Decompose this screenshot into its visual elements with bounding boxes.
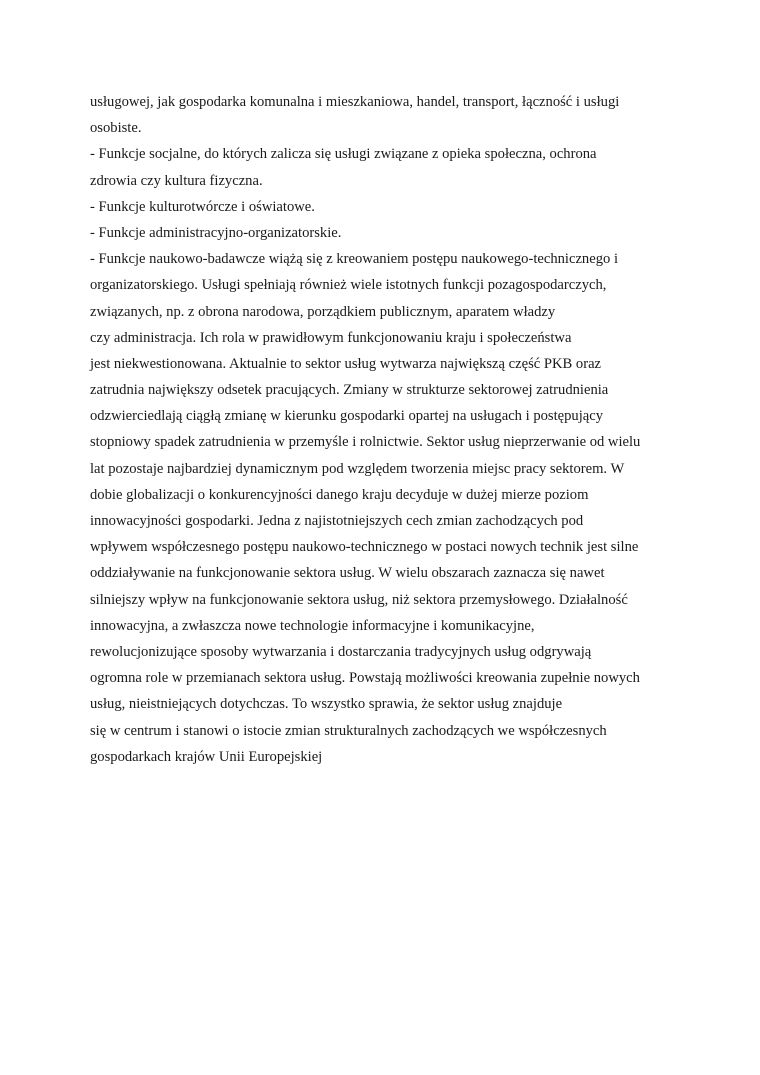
list-item: - Funkcje kulturotwórcze i oświatowe. — [90, 198, 315, 215]
text-line: rewolucjonizujące sposoby wytwarzania i dostarczania tradycyjnych usług odgrywają — [90, 643, 592, 660]
text-line: czy administracja. Ich rola w prawidłowym funkcjonowaniu kraju i społeczeństwa — [90, 329, 572, 346]
list-item: - Funkcje naukowo-badawcze wiążą się z kreowaniem postępu naukowego-technicznego i — [90, 251, 619, 268]
text-line: jest niekwestionowana. Aktualnie to sektor usług wytwarza największą część PKB oraz — [90, 355, 602, 372]
text-line: lat pozostaje najbardziej dynamicznym pod względem tworzenia miejsc pracy sektorem. W — [90, 460, 625, 477]
text-line: ogromna role w przemianach sektora usług. Powstają możliwości kreowania zupełnie nowych — [90, 670, 640, 687]
text-line: usługowej, jak gospodarka komunalna i mieszkaniowa, handel, transport, łączność i usługi — [90, 94, 620, 110]
text-line: wpływem współczesnego postępu naukowo-technicznego w postaci nowych technik jest silne — [90, 539, 639, 556]
text-line: zdrowia czy kultura fizyczna. — [90, 172, 263, 189]
text-line: się w centrum i stanowi o istocie zmian strukturalnych zachodzących we współczesnych — [90, 722, 607, 739]
list-item: - Funkcje administracyjno-organizatorskie. — [90, 224, 342, 241]
text-line: gospodarkach krajów Unii Europejskiej — [90, 748, 323, 765]
text-line: oddziaływanie na funkcjonowanie sektora usług. W wielu obszarach zaznacza się nawet — [90, 565, 605, 582]
text-line: innowacyjności gospodarki. Jedna z najistotniejszych cech zmian zachodzących pod — [90, 513, 584, 529]
body-text — [90, 89, 690, 770]
text-line: silniejszy wpływ na funkcjonowanie sektora usług, niż sektora przemysłowego. Działalność — [90, 591, 628, 608]
text-line: usług, nieistniejących dotychczas. To wszystko sprawia, że sektor usług znajduje — [90, 696, 563, 713]
text-line: osobiste. — [90, 120, 142, 137]
text-line: stopniowy spadek zatrudnienia w przemyśle i rolnictwie. Sektor usług nieprzerwanie od wielu — [90, 434, 641, 451]
text-line: odzwierciedlają ciągłą zmianę w kierunku gospodarki opartej na usługach i postępujący — [90, 408, 604, 425]
text-line: związanych, np. z obrona narodowa, porządkiem publicznym, aparatem władzy — [90, 303, 556, 320]
text-line: dobie globalizacji o konkurencyjności danego kraju decyduje w dużej mierze poziom — [90, 486, 589, 503]
text-line: organizatorskiego. Usługi spełniają również wiele istotnych funkcji pozagospodarczych, — [90, 277, 607, 294]
text-line: zatrudnia największy odsetek pracujących. Zmiany w strukturze sektorowej zatrudnienia — [90, 382, 609, 399]
list-item: - Funkcje socjalne, do których zalicza się usługi związane z opieka społeczna, ochrona — [90, 146, 597, 163]
text-line: innowacyjna, a zwłaszcza nowe technologie informacyjne i komunikacyjne, — [90, 617, 535, 634]
